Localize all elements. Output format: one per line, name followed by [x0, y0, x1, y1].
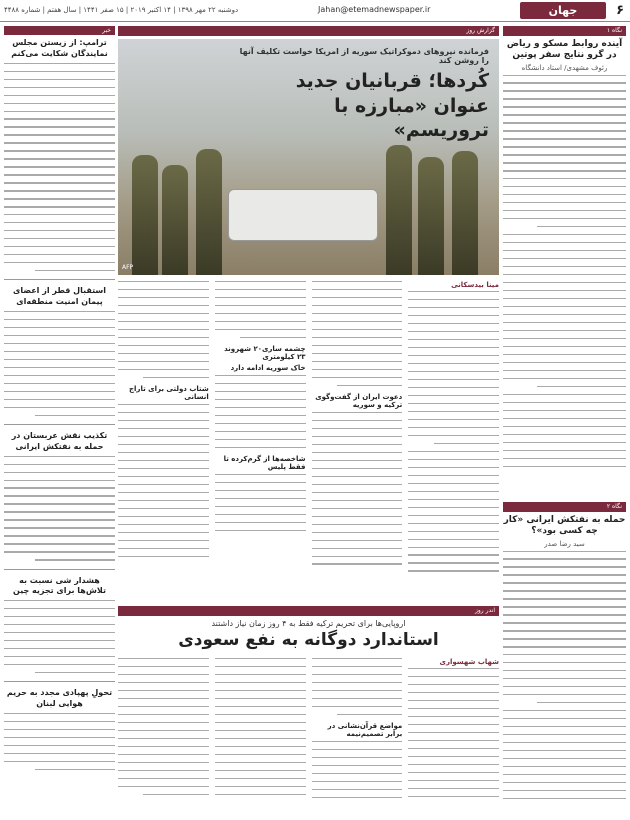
soldier-figure: [452, 151, 478, 275]
bottom-story-columns: [118, 656, 499, 805]
brief-headline[interactable]: تحولِ پهپادی مجدد به حریم هوایی لبنان: [6, 688, 113, 708]
brief-headline[interactable]: ترامپ: از زیستن مجلس نمایندگان شکایت می‌کنم: [11, 38, 108, 58]
tag-label: گزارش روز: [118, 26, 499, 36]
soldier-figure: [162, 165, 188, 275]
lead-photo[interactable]: [118, 39, 499, 275]
section-tab[interactable]: جهان: [520, 2, 606, 19]
headline-line-1[interactable]: کُردها؛ قربانیان جدید: [295, 70, 489, 92]
subhead: خاک سوریه ادامه دارد: [230, 363, 306, 372]
brief-headline[interactable]: استقبال قطر از اعضای پیمان امنیت منطقه‌ای: [13, 286, 106, 307]
story-headline[interactable]: حمله به نفتکش ایرانی «کار چه کسی بود»؟: [503, 515, 626, 537]
lead-story-columns: [118, 279, 499, 578]
story-body: [503, 75, 626, 467]
bottom-kicker: اروپایی‌ها برای تحریم ترکیه فقط به ۴ روز زمان نیاز داشتند: [211, 619, 406, 628]
subhead: شاخصه‌ها از گرم‌کرده تا فقط پلیس: [223, 454, 306, 471]
headline-block: [239, 47, 489, 143]
brief-headline[interactable]: هشدار شی نسبت به تلاش‌ها برای تجزیه چین: [13, 575, 106, 596]
subhead: شتاب دولتی برای تاراج انسانی: [128, 384, 209, 401]
tag-label: نگاه ۲: [503, 502, 626, 512]
divider: [4, 569, 115, 570]
headline-kicker: فرمانده نیروهای دموکراتیک سوریه از امریکا خواست تکلیف آنها را روشن کند: [239, 47, 489, 65]
news-brief: [4, 38, 115, 271]
subhead: چشمه ساری۲۰ شهروند ۲۳ کیلومتری: [224, 344, 306, 361]
page-number: ۶: [616, 3, 624, 18]
page-header: [0, 0, 630, 22]
soldier-figure: [418, 157, 444, 275]
story-author: سید رضا صدر: [544, 539, 585, 548]
reporter-name: مینا بیدسکانی: [451, 281, 499, 289]
lead-story: [118, 26, 499, 598]
bottom-headline[interactable]: استاندارد دوگانه به نفع سعودی: [178, 630, 439, 650]
story-author: رئوف مشهدی/ استاد دانشگاه: [521, 63, 608, 72]
divider: [4, 681, 115, 682]
bottom-story: [118, 606, 499, 816]
news-brief: [4, 576, 115, 674]
main-column: [118, 26, 499, 816]
divider: [4, 279, 115, 280]
soldier-figure: [132, 155, 158, 275]
text-column: [215, 279, 306, 578]
opinion-story-2: [503, 502, 626, 816]
story-headline[interactable]: آینده روابط مسکو و ریاض در گرو نتایج سفر پوتین: [506, 39, 623, 61]
author-name: شهاب شهسواری: [439, 658, 499, 666]
subhead: دعوت ایران از گفت‌وگوی ترکیه و سوریه: [315, 392, 403, 409]
right-column: [503, 26, 626, 816]
photo-credit: AFP: [122, 264, 134, 271]
news-brief: [4, 286, 115, 416]
tag-label: اندر روز: [118, 606, 499, 616]
news-brief: [4, 688, 115, 770]
tag-label: نگاه ۱: [503, 26, 626, 36]
text-column: [118, 279, 209, 578]
story-body: [503, 551, 626, 800]
divider: [4, 424, 115, 425]
soldier-figure: [196, 149, 222, 275]
dateline: دوشنبه ۲۲ مهر ۱۳۹۸ | ۱۴ اکتبر ۲۰۱۹ | ۱۵ صفر ۱۴۴۱ | سال هفتم | شماره ۴۴۸۸: [4, 6, 239, 14]
headline-line-2[interactable]: عنوان «مبارزه با تروریسم»: [334, 94, 489, 142]
pickup-truck: [228, 189, 378, 241]
text-column: [312, 279, 403, 578]
tag-label: خبر: [4, 26, 115, 35]
soldier-figure: [386, 145, 412, 275]
brief-headline[interactable]: تکذیب نقش عربستان در حمله به نفتکش ایرانی: [11, 430, 108, 451]
opinion-story-1: [503, 26, 626, 494]
text-column: [215, 656, 306, 805]
news-briefs-column: [4, 26, 115, 816]
text-column: [312, 656, 403, 805]
subhead: مواضع قرآن‌نشانی در برابر تصمیم‌نیمه: [327, 721, 403, 738]
text-column: [118, 656, 209, 805]
text-column: [408, 656, 499, 805]
text-column: [408, 279, 499, 578]
news-brief: [4, 431, 115, 561]
site-email[interactable]: Jahan@etemadnewspaper.ir: [318, 5, 431, 14]
